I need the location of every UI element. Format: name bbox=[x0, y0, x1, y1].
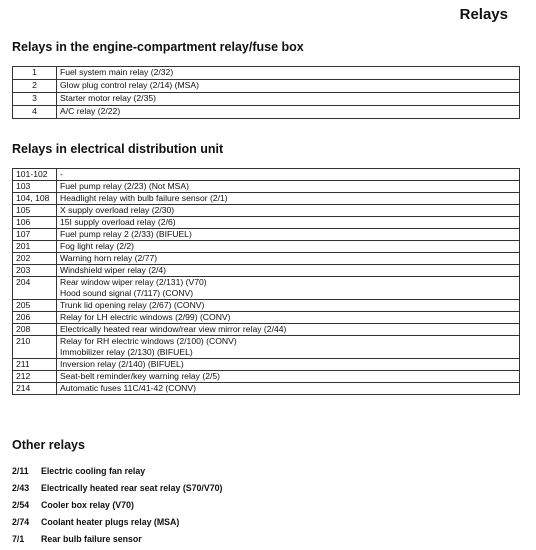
relay-description-line: Inversion relay (2/140) (BIFUEL) bbox=[60, 359, 184, 369]
table-row bbox=[13, 229, 520, 241]
relay-description bbox=[57, 371, 520, 383]
relay-description-line: Fog light relay (2/2) bbox=[60, 241, 135, 251]
relay-number: 103 bbox=[13, 181, 57, 193]
engine-relay-table bbox=[12, 66, 520, 119]
relay-description: A/C relay (2/22) bbox=[57, 106, 520, 119]
list-item bbox=[12, 496, 222, 513]
table-row bbox=[13, 181, 520, 193]
relay-description: Coolant heater plugs relay (MSA) bbox=[41, 516, 180, 527]
table-row bbox=[13, 217, 520, 229]
relay-description-line: Hood sound signal (7/117) (CONV) bbox=[60, 288, 194, 298]
table-row bbox=[13, 253, 520, 265]
relay-number: 212 bbox=[13, 371, 57, 383]
relay-description-line: Windshield wiper relay (2/4) bbox=[60, 265, 167, 275]
table-row bbox=[13, 383, 520, 395]
relay-number: 1 bbox=[13, 67, 57, 80]
relay-description bbox=[57, 205, 520, 217]
relay-description-line: Rear window wiper relay (2/131) (V70) bbox=[60, 277, 207, 287]
table-row bbox=[13, 371, 520, 383]
relay-description bbox=[57, 300, 520, 312]
relay-number: 208 bbox=[13, 324, 57, 336]
relay-description-line: Electrically heated rear window/rear view mirror relay (2/44) bbox=[60, 324, 287, 334]
relay-description: Starter motor relay (2/35) bbox=[57, 93, 520, 106]
relay-number: 214 bbox=[13, 383, 57, 395]
relay-number: 101-102 bbox=[13, 169, 57, 181]
relay-description-line: Warning horn relay (2/77) bbox=[60, 253, 158, 263]
relay-description bbox=[57, 181, 520, 193]
relay-description: Fuel system main relay (2/32) bbox=[57, 67, 520, 80]
relay-description: Cooler box relay (V70) bbox=[41, 499, 134, 510]
relay-description-line: Relay for RH electric windows (2/100) (CONV) bbox=[60, 336, 237, 346]
relay-description-line: Fuel pump relay (2/23) (Not MSA) bbox=[60, 181, 189, 191]
relay-number: 202 bbox=[13, 253, 57, 265]
relay-number: 204 bbox=[13, 277, 57, 300]
table-row bbox=[13, 80, 520, 93]
relay-number: 206 bbox=[13, 312, 57, 324]
relay-number: 201 bbox=[13, 241, 57, 253]
relay-code: 7/1 bbox=[12, 533, 25, 544]
list-item bbox=[12, 479, 222, 496]
relay-description-line: Seat-belt reminder/key warning relay (2/5) bbox=[60, 371, 221, 381]
table-row bbox=[13, 193, 520, 205]
table-row bbox=[13, 241, 520, 253]
list-item bbox=[12, 513, 222, 530]
relay-description-line: Trunk lid opening relay (2/67) (CONV) bbox=[60, 300, 205, 310]
relay-description: Glow plug control relay (2/14) (MSA) bbox=[57, 80, 520, 93]
relay-description-line: Fuel pump relay 2 (2/33) (BIFUEL) bbox=[60, 229, 192, 239]
relay-number: 107 bbox=[13, 229, 57, 241]
relay-description bbox=[57, 277, 520, 300]
table-row bbox=[13, 106, 520, 119]
list-item bbox=[12, 530, 222, 547]
relay-description bbox=[57, 253, 520, 265]
page-title: Relays bbox=[459, 6, 508, 23]
engine-section-title: Relays in the engine-compartment relay/fuse box bbox=[12, 40, 304, 54]
table-row bbox=[13, 265, 520, 277]
relay-description: Electrically heated rear seat relay (S70/V70) bbox=[41, 482, 223, 493]
relay-description: Electric cooling fan relay bbox=[41, 465, 146, 476]
relay-description: Rear bulb failure sensor bbox=[41, 533, 142, 544]
relay-number: 4 bbox=[13, 106, 57, 119]
relay-description-line: Automatic fuses 11C/41-42 (CONV) bbox=[60, 383, 196, 393]
relay-number: 2 bbox=[13, 80, 57, 93]
relay-description bbox=[57, 217, 520, 229]
relay-number: 211 bbox=[13, 359, 57, 371]
relay-description bbox=[57, 359, 520, 371]
table-row bbox=[13, 169, 520, 181]
relay-description bbox=[57, 383, 520, 395]
other-section-title: Other relays bbox=[12, 438, 85, 452]
table-row bbox=[13, 359, 520, 371]
relay-number: 210 bbox=[13, 336, 57, 359]
relay-description-line: - bbox=[60, 169, 63, 179]
table-row bbox=[13, 277, 520, 300]
relay-description bbox=[57, 241, 520, 253]
relay-number: 3 bbox=[13, 93, 57, 106]
relay-description bbox=[57, 324, 520, 336]
relay-number: 105 bbox=[13, 205, 57, 217]
relay-description bbox=[57, 312, 520, 324]
relay-description bbox=[57, 265, 520, 277]
relay-number: 106 bbox=[13, 217, 57, 229]
relay-number: 205 bbox=[13, 300, 57, 312]
relay-description-line: Immobilizer relay (2/130) (BIFUEL) bbox=[60, 347, 193, 357]
relay-code: 2/43 bbox=[12, 482, 30, 493]
relay-code: 2/54 bbox=[12, 499, 30, 510]
central-relay-table bbox=[12, 168, 520, 395]
table-row bbox=[13, 67, 520, 80]
relay-description-line: Relay for LH electric windows (2/99) (CONV) bbox=[60, 312, 231, 322]
relay-description-line: 15I supply overload relay (2/6) bbox=[60, 217, 176, 227]
relay-description-line: X supply overload relay (2/30) bbox=[60, 205, 175, 215]
relay-description bbox=[57, 336, 520, 359]
table-row bbox=[13, 93, 520, 106]
relay-number: 104, 108 bbox=[13, 193, 57, 205]
relay-number: 203 bbox=[13, 265, 57, 277]
relay-code: 2/11 bbox=[12, 465, 29, 476]
table-row bbox=[13, 205, 520, 217]
table-row bbox=[13, 300, 520, 312]
relay-description bbox=[57, 193, 520, 205]
list-item bbox=[12, 462, 222, 479]
table-row bbox=[13, 336, 520, 359]
relay-code: 2/74 bbox=[12, 516, 30, 527]
central-section-title: Relays in electrical distribution unit bbox=[12, 142, 224, 156]
other-relays-list bbox=[12, 462, 222, 547]
relay-description-line: Headlight relay with bulb failure sensor (2/1) bbox=[60, 193, 228, 203]
table-row bbox=[13, 324, 520, 336]
table-row bbox=[13, 312, 520, 324]
relay-description bbox=[57, 169, 520, 181]
relay-description bbox=[57, 229, 520, 241]
